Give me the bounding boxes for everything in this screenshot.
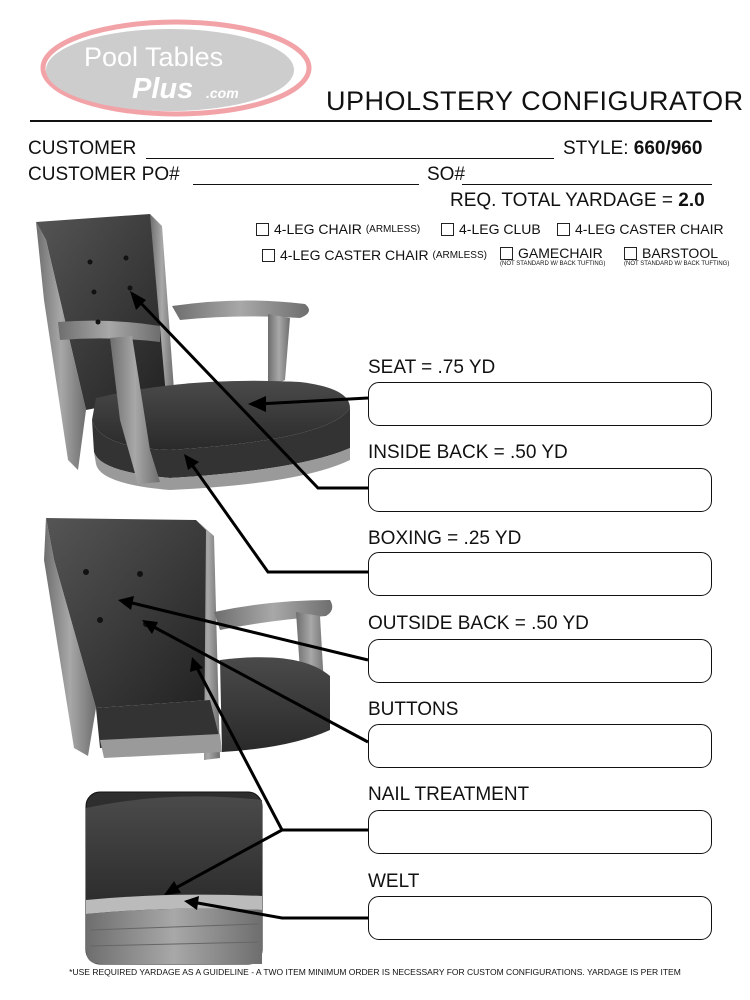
option-note: (NOT STANDARD W/ BACK TUFTING) [624,261,730,267]
part-label-boxing: BOXING = .25 YD [368,528,522,549]
option-label: 4-LEG CHAIR [274,221,362,237]
front-chair-image [36,214,350,490]
footer-note: *USE REQUIRED YARDAGE AS A GUIDELINE - A TWO ITEM MINIMUM ORDER IS NECESSARY FOR CUSTOM CONFIGURATIONS. YARDAGE IS PER ITEM [69,967,681,977]
part-input-seat[interactable] [368,382,712,426]
part-input-outside-back[interactable] [368,639,712,683]
yardage-value: 2.0 [678,190,705,211]
customer-po-label: CUSTOMER PO# [28,164,180,185]
part-label-inside-back: INSIDE BACK = .50 YD [368,442,568,463]
option-label: 4-LEG CLUB [459,221,541,237]
part-label-outside-back: OUTSIDE BACK = .50 YD [368,613,589,634]
option-suffix: (ARMLESS) [432,249,487,261]
part-label-nail-treatment: NAIL TREATMENT [368,784,530,805]
option-label: 4-LEG CASTER CHAIR [575,221,724,237]
logo-text-com: .com [206,85,239,101]
so-label: SO# [427,164,466,185]
option-label: GAMECHAIR [518,245,603,261]
back-chair-image [44,518,332,760]
option-label: 4-LEG CASTER CHAIR [280,247,429,263]
option-suffix: (ARMLESS) [365,223,421,235]
part-input-boxing[interactable] [368,552,712,596]
logo-text-plus: Plus [132,73,194,105]
part-label-welt: WELT [368,871,420,892]
welt-detail-inset [86,792,262,964]
part-input-welt[interactable] [368,896,712,940]
yardage-label: REQ. TOTAL YARDAGE = [450,190,673,211]
option-note: (NOT STANDARD W/ BACK TUFTING) [500,261,606,267]
style-label: STYLE: [563,138,629,159]
part-label-buttons: BUTTONS [368,699,459,720]
style-value: 660/960 [633,138,703,159]
part-label-seat: SEAT = .75 YD [368,357,496,378]
page-title: UPHOLSTERY CONFIGURATOR [326,86,744,116]
part-input-nail-treatment[interactable] [368,810,712,854]
customer-label: CUSTOMER [28,138,137,159]
part-input-inside-back[interactable] [368,468,712,512]
logo-text-pool-tables: Pool Tables [84,42,224,72]
option-label: BARSTOOL [642,245,718,261]
part-input-buttons[interactable] [368,724,712,768]
